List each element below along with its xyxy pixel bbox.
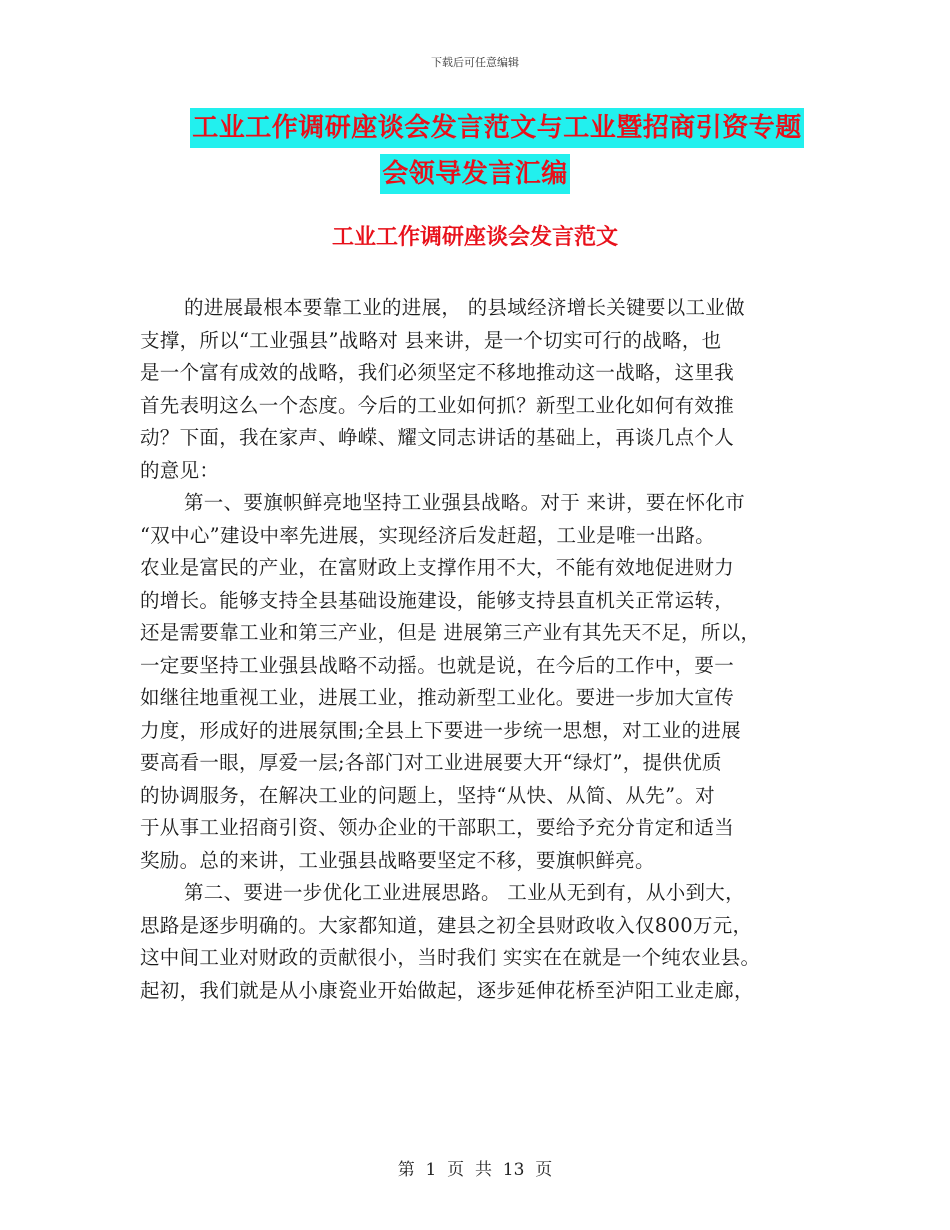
text-line: 力度，形成好的进展氛围;全县上下要进一步统一思想，对工业的进展 <box>140 718 741 742</box>
text-line: 支撑，所以“工业强县”战略对 县来讲，是一个切实可行的战略，也 <box>140 328 722 352</box>
text-line: 农业是富民的产业，在富财政上支撑作用不大，不能有效地促进财力 <box>140 556 735 579</box>
title-line-2: 会领导发言汇编 <box>380 154 570 194</box>
title-line-1: 工业工作调研座谈会发言范文与工业暨招商引资专题 <box>190 108 804 148</box>
text-line: 的增长。能够支持全县基础设施建设，能够支持县直机关正常运转， <box>140 588 735 612</box>
text-line: 是一个富有成效的战略，我们必须坚定不移地推动这一战略，这里我 <box>140 361 735 384</box>
text-line: 第一、要旗帜鲜亮地坚持工业强县战略。对于 来讲，要在怀化市 <box>184 491 745 514</box>
text-line: 的协调服务，在解决工业的问题上，坚持“从快、从简、从先”。对 <box>140 783 715 807</box>
text-line: 的进展最根本要靠工业的进展， 的县域经济增长关键要以工业做 <box>184 296 745 319</box>
text-line: 这中间工业对财政的贡献很小，当时我们 实实在在就是一个纯农业县。 <box>140 946 761 969</box>
section-title: 工业工作调研座谈会发言范文 <box>331 224 618 250</box>
text-line: 的意见： <box>140 458 220 482</box>
text-line: “双中心”建设中率先进展，实现经济后发赶超，工业是唯一出路。 <box>140 523 715 547</box>
text-line: 于从事工业招商引资、领办企业的干部职工，要给予充分肯定和适当 <box>140 816 735 839</box>
page-footer: 第 1 页 共 13 页 <box>397 1160 553 1180</box>
document-title <box>0 108 950 194</box>
text-line: 一定要坚持工业强县战略不动摇。也就是说，在今后的工作中，要一 <box>140 653 735 677</box>
text-line: 起初，我们就是从小康瓷业开始做起，逐步延伸花桥至泸阳工业走廊， <box>140 978 754 1002</box>
text-line: 思路是逐步明确的。大家都知道，建县之初全县财政收入仅800万元， <box>140 913 753 937</box>
header-note: 下载后可任意编辑 <box>431 56 519 69</box>
text-line: 奖励。总的来讲，工业强县战略要坚定不移，要旗帜鲜亮。 <box>140 848 655 872</box>
text-line: 首先表明这么一个态度。今后的工业如何抓？新型工业化如何有效推 <box>140 393 735 417</box>
text-line: 还是需要靠工业和第三产业，但是 进展第三产业有其先天不足，所以， <box>140 621 761 644</box>
text-line: 第二、要进一步优化工业进展思路。 工业从无到有，从小到大， <box>184 881 745 904</box>
text-line: 要高看一眼，厚爱一层;各部门对工业进展要大开“绿灯”，提供优质 <box>140 751 722 774</box>
body-text <box>140 292 820 1007</box>
text-line: 如继往地重视工业，进展工业，推动新型工业化。要进一步加大宣传 <box>140 686 735 709</box>
text-line: 动？下面，我在家声、峥嵘、耀文同志讲话的基础上，再谈几点个人 <box>140 426 735 449</box>
